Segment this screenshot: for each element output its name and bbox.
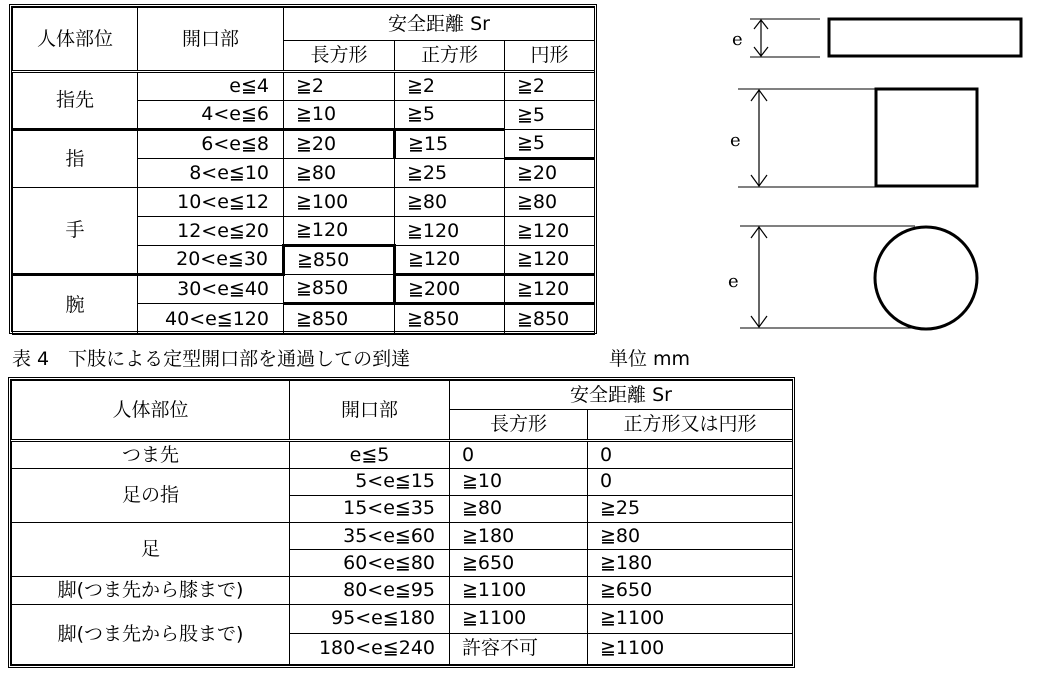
square-shape [876, 89, 977, 186]
range-cell: 95<e≦180 [290, 604, 450, 633]
range-cell: 5<e≦15 [290, 468, 450, 495]
header-body-part: 人体部位 [13, 8, 138, 72]
range-cell: 20<e≦30 [138, 246, 284, 275]
lower-limb-distance-table [8, 377, 795, 668]
body-part-cell: 指 [13, 130, 138, 188]
value-cell: ≧850 [505, 304, 595, 335]
range-cell: 4<e≦6 [138, 101, 284, 130]
range-cell: e≦5 [290, 441, 450, 468]
table-row [12, 604, 793, 633]
value-cell: ≧5 [505, 101, 595, 130]
value-cell: ≧2 [284, 72, 395, 101]
value-cell: ≧80 [588, 522, 793, 549]
table-row [13, 130, 595, 159]
range-cell: 12<e≦20 [138, 217, 284, 246]
value-cell: ≧80 [450, 495, 588, 522]
value-cell: ≧100 [284, 188, 395, 217]
header-circle: 円形 [505, 41, 595, 72]
range-cell: 15<e≦35 [290, 495, 450, 522]
range-cell: 180<e≦240 [290, 633, 450, 664]
value-cell: ≧80 [395, 188, 505, 217]
circle-shape [875, 227, 977, 329]
value-cell: ≧180 [450, 522, 588, 549]
circle-opening-figure [728, 226, 977, 329]
value-cell: ≧120 [284, 217, 395, 246]
value-cell: ≧10 [284, 101, 395, 130]
value-cell: ≧25 [395, 159, 505, 188]
range-cell: 80<e≦95 [290, 577, 450, 604]
table-row [12, 441, 793, 468]
value-cell: ≧1100 [588, 633, 793, 664]
e-label-square: e [730, 130, 741, 151]
value-cell: ≧20 [284, 130, 395, 159]
value-cell: ≧850 [284, 246, 395, 275]
range-cell: 8<e≦10 [138, 159, 284, 188]
body-part-cell: 指先 [13, 72, 138, 130]
e-label-rect: e [732, 29, 743, 50]
value-cell: ≧650 [588, 577, 793, 604]
value-cell: ≧850 [284, 275, 395, 304]
header-rect: 長方形 [284, 41, 395, 72]
value-cell: ≧120 [505, 275, 595, 304]
body-part-cell: 手 [13, 188, 138, 275]
body-part-cell: 足の指 [12, 468, 290, 522]
unit-label: 単位 mm [609, 348, 691, 370]
value-cell: ≧2 [505, 72, 595, 101]
value-cell: ≧120 [505, 217, 595, 246]
table-row [13, 72, 595, 101]
range-cell: 10<e≦12 [138, 188, 284, 217]
rectangle-opening-figure [732, 19, 1021, 57]
range-cell: 6<e≦8 [138, 130, 284, 159]
value-cell: 許容不可 [450, 633, 588, 664]
table-row [13, 188, 595, 217]
value-cell: ≧80 [284, 159, 395, 188]
value-cell: ≧120 [395, 217, 505, 246]
value-cell: ≧850 [395, 304, 505, 335]
header-safety-distance: 安全距離 Sr [450, 381, 793, 410]
body-part-cell: つま先 [12, 441, 290, 468]
table-caption: 表 4 下肢による定型開口部を通過しての到達 [12, 348, 411, 370]
value-cell: ≧1100 [450, 604, 588, 633]
value-cell: 0 [450, 441, 588, 468]
header-safety-distance: 安全距離 Sr [284, 8, 595, 41]
range-cell: 30<e≦40 [138, 275, 284, 304]
e-label-circle: e [728, 271, 739, 292]
value-cell: ≧1100 [450, 577, 588, 604]
header-square: 正方形 [395, 41, 505, 72]
header-rect: 長方形 [450, 410, 588, 441]
body-part-cell: 足 [12, 522, 290, 576]
value-cell: 0 [588, 441, 793, 468]
value-cell: ≧10 [450, 468, 588, 495]
value-cell: ≧25 [588, 495, 793, 522]
value-cell: ≧180 [588, 550, 793, 577]
range-cell: 60<e≦80 [290, 550, 450, 577]
table-row [13, 275, 595, 304]
table-row [12, 468, 793, 495]
value-cell: ≧650 [450, 550, 588, 577]
value-cell: ≧5 [505, 130, 595, 159]
body-part-cell: 腕 [13, 275, 138, 335]
value-cell: ≧120 [505, 246, 595, 275]
value-cell: 0 [588, 468, 793, 495]
value-cell: ≧1100 [588, 604, 793, 633]
value-cell: ≧5 [395, 101, 505, 130]
body-part-cell: 脚(つま先から股まで) [12, 604, 290, 664]
header-square-circle: 正方形又は円形 [588, 410, 793, 441]
upper-limb-distance-table [9, 4, 597, 334]
value-cell: ≧15 [395, 130, 505, 159]
value-cell: ≧2 [395, 72, 505, 101]
body-part-cell: 脚(つま先から膝まで) [12, 577, 290, 604]
header-body-part: 人体部位 [12, 381, 290, 441]
rectangle-shape [829, 19, 1021, 56]
value-cell: ≧850 [284, 304, 395, 335]
range-cell: 35<e≦60 [290, 522, 450, 549]
value-cell: ≧20 [505, 159, 595, 188]
header-opening: 開口部 [138, 8, 284, 72]
value-cell: ≧120 [395, 246, 505, 275]
header-opening: 開口部 [290, 381, 450, 441]
square-opening-figure [730, 89, 977, 187]
value-cell: ≧200 [395, 275, 505, 304]
table-row [12, 577, 793, 604]
value-cell: ≧80 [505, 188, 595, 217]
table-row [12, 522, 793, 549]
range-cell: 40<e≦120 [138, 304, 284, 335]
opening-shapes-diagram [720, 0, 1055, 340]
range-cell: e≦4 [138, 72, 284, 101]
